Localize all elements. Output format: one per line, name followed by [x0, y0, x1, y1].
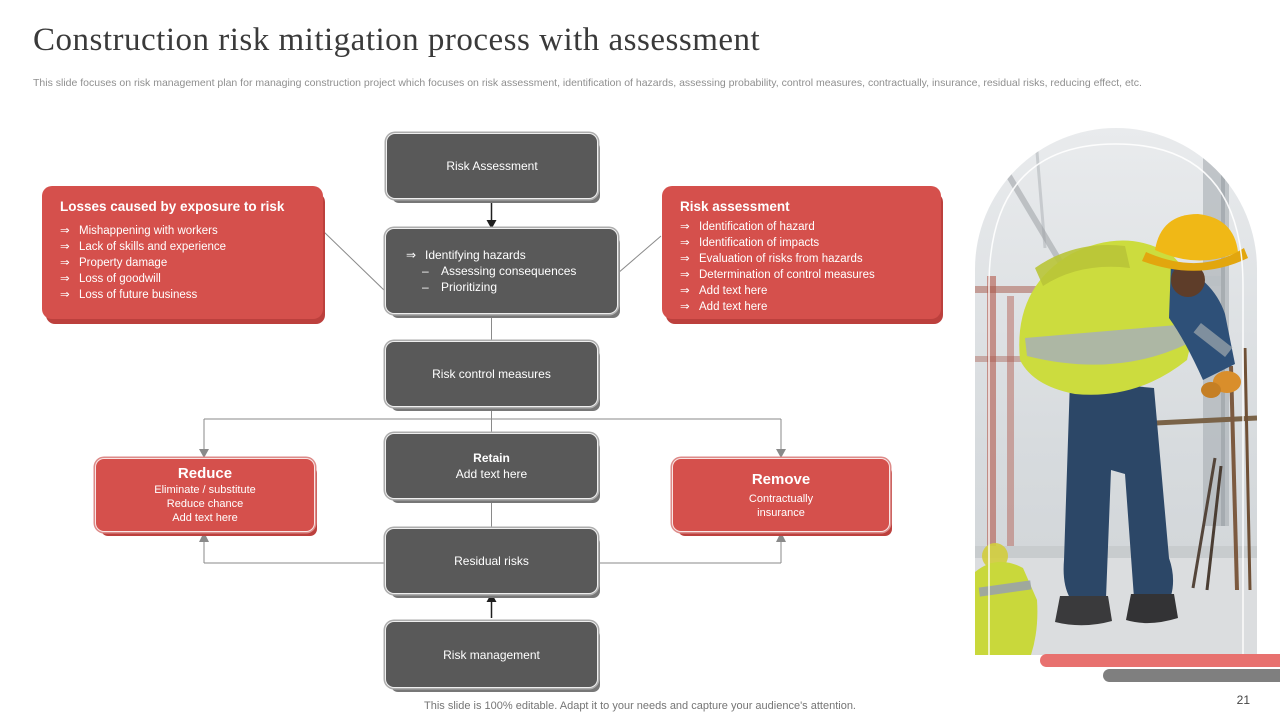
node-subline: [422, 279, 497, 295]
list-item-label: Add text here: [699, 301, 768, 313]
double-arrow-bullet: ⇒: [60, 257, 70, 269]
double-arrow-bullet: ⇒: [680, 285, 690, 297]
double-arrow-bullet: ⇒: [680, 253, 690, 265]
list-item-label: Lack of skills and experience: [79, 241, 227, 253]
list-item-label: Evaluation of risks from hazards: [699, 253, 863, 265]
list-item-label: Add text here: [699, 285, 768, 297]
risk-assessment-panel: [662, 186, 941, 319]
flow-node-risk-management: [385, 621, 598, 688]
node-line: Add text here: [172, 512, 238, 524]
list-item: [60, 255, 307, 271]
double-arrow-bullet: ⇒: [680, 221, 690, 233]
list-item-label: Determination of control measures: [699, 269, 875, 281]
slide-footer-note: This slide is 100% editable. Adapt it to your needs and capture your audience's attention.: [424, 700, 856, 712]
double-arrow-bullet: ⇒: [680, 237, 690, 249]
list-item-label: Mishappening with workers: [79, 225, 218, 237]
construction-scene: [975, 128, 1257, 655]
node-label: Risk control measures: [432, 367, 551, 381]
flow-node-reduce: [95, 458, 315, 532]
list-item: [680, 299, 925, 315]
floor-edge: [975, 546, 1257, 560]
flow-node-identifying-hazards: [385, 228, 618, 314]
list-item: [60, 223, 307, 239]
node-subline: [422, 263, 576, 279]
flow-node-remove: [672, 458, 890, 532]
dash-bullet: –: [422, 264, 429, 278]
list-item: [680, 267, 925, 283]
list-item-label: Loss of goodwill: [79, 273, 161, 285]
node-sublabel: Prioritizing: [441, 280, 498, 294]
list-item: [680, 251, 925, 267]
node-title: Reduce: [177, 465, 233, 482]
accent-bar-gray: [1103, 669, 1280, 682]
node-title: Remove: [751, 470, 811, 488]
page-title: Construction risk mitigation process with assessment: [33, 22, 761, 58]
flow-node-risk-control-measures: [385, 341, 598, 407]
node-sublabel: Assessing consequences: [441, 264, 577, 278]
slide-subtitle: This slide focuses on risk management plan for managing construction project which focuses on risk assessment, identification of hazards, assessing probability, control measures, contractually, insurance, residual risks, reducing effect, etc.: [33, 77, 1142, 89]
risk-assessment-panel-title: Risk assessment: [680, 199, 790, 214]
dash-bullet: –: [422, 280, 429, 294]
node-label: Risk Assessment: [446, 159, 538, 173]
double-arrow-bullet: ⇒: [60, 225, 70, 237]
flow-node-risk-assessment: [386, 133, 598, 199]
flow-node-retain: [385, 433, 598, 499]
losses-panel-title: Losses caused by exposure to risk: [60, 199, 285, 214]
list-item-label: Property damage: [79, 257, 168, 269]
losses-panel: [42, 186, 323, 319]
flow-node-residual-risks: [385, 528, 598, 594]
list-item: [680, 219, 925, 235]
list-item-label: Identification of impacts: [699, 237, 820, 249]
node-line: Eliminate / substitute: [154, 484, 256, 496]
page-number: 21: [1236, 693, 1250, 707]
double-arrow-bullet: ⇒: [60, 273, 70, 285]
node-title: Retain: [473, 451, 510, 465]
list-item-label: Identification of hazard: [699, 221, 815, 233]
construction-worker-photo: [975, 128, 1257, 655]
list-item: [60, 239, 307, 255]
list-item: [60, 287, 307, 303]
list-item-label: Loss of future business: [79, 289, 198, 301]
list-item: [680, 235, 925, 251]
double-arrow-bullet: ⇒: [406, 248, 417, 262]
list-item: [60, 271, 307, 287]
list-item: [680, 283, 925, 299]
node-line: [406, 247, 526, 263]
node-label: Identifying hazards: [425, 248, 526, 262]
node-subtitle: Add text here: [455, 467, 528, 481]
accent-bar-red: [1040, 654, 1280, 667]
double-arrow-bullet: ⇒: [680, 269, 690, 281]
node-line: Contractually: [748, 492, 814, 505]
node-label: Risk management: [443, 647, 540, 662]
node-line: Reduce chance: [166, 498, 244, 510]
node-line: insurance: [757, 506, 805, 519]
double-arrow-bullet: ⇒: [60, 241, 70, 253]
double-arrow-bullet: ⇒: [680, 301, 690, 313]
node-label: Residual risks: [454, 554, 529, 568]
double-arrow-bullet: ⇒: [60, 289, 70, 301]
